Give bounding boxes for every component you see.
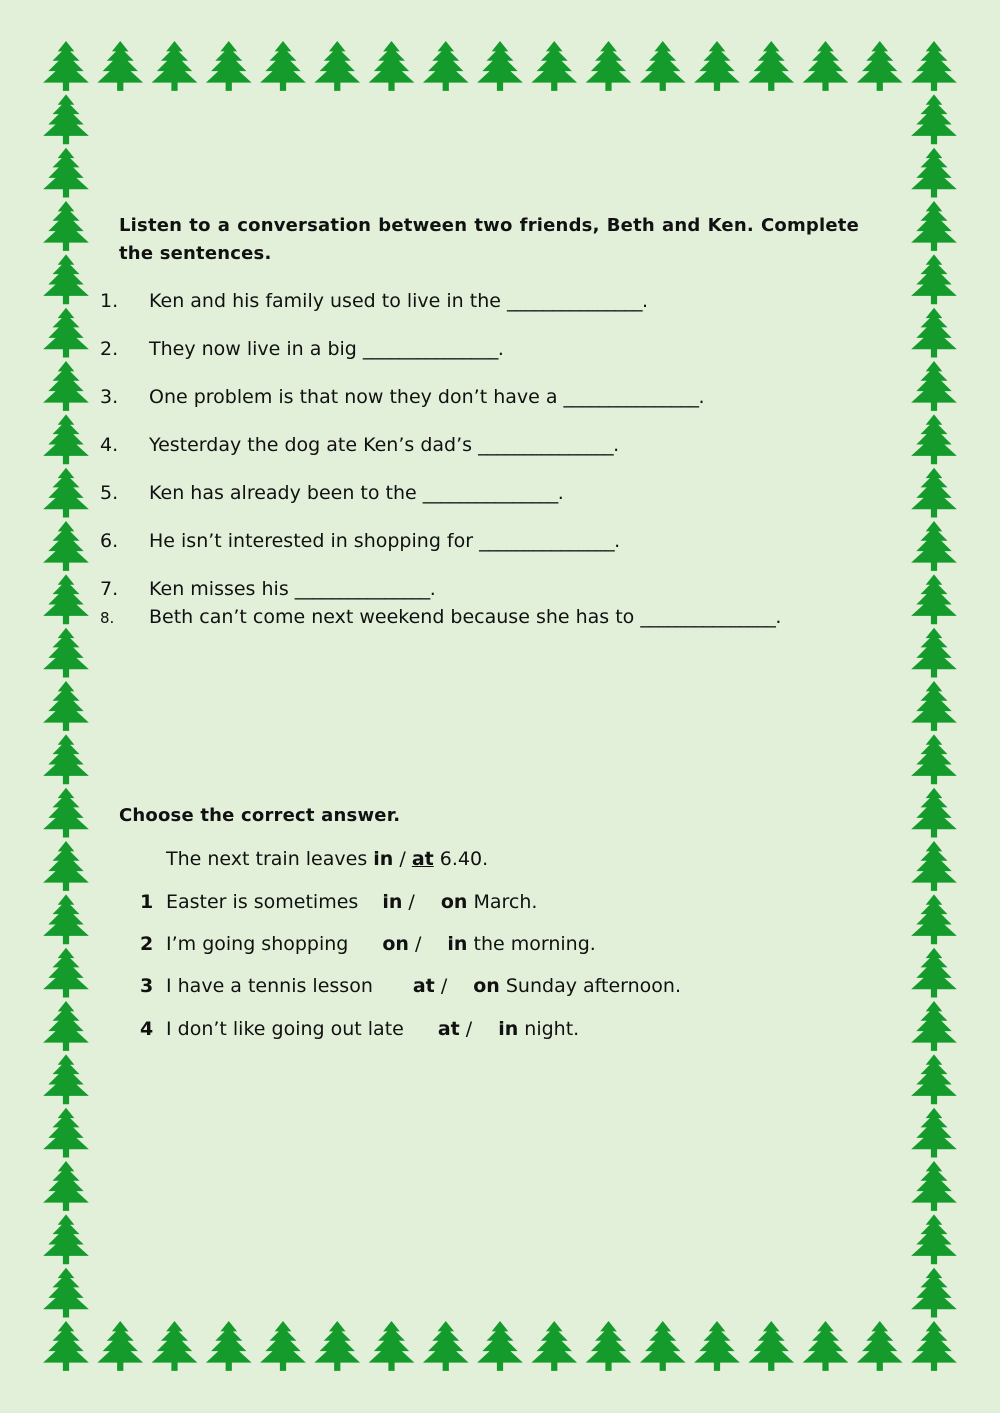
tree-icon <box>43 1214 89 1264</box>
tree-icon <box>206 1321 252 1371</box>
tree-icon <box>152 1321 198 1371</box>
option-2[interactable]: on <box>473 975 500 997</box>
tree-icon <box>314 41 360 91</box>
tree-icon <box>43 894 89 944</box>
tree-icon <box>369 1321 415 1371</box>
tree-icon <box>43 788 89 838</box>
tree-icon <box>911 1268 957 1318</box>
tree-icon <box>43 41 89 91</box>
answer-blank[interactable]: _______________. <box>563 386 705 408</box>
tree-icon <box>694 41 740 91</box>
tree-icon <box>640 1321 686 1371</box>
tree-icon <box>97 41 143 91</box>
tree-icon <box>43 734 89 784</box>
list-item: 5. Ken has already been to the _______________. <box>100 482 564 504</box>
option-2-selected[interactable]: at <box>411 848 434 870</box>
tree-icon <box>911 1321 957 1371</box>
tree-icon <box>911 41 957 91</box>
tree-icon <box>911 788 957 838</box>
tree-icon <box>911 414 957 464</box>
list-item: 1. Ken and his family used to live in the _______________. <box>100 290 648 312</box>
list-item: 6. He isn’t interested in shopping for _______________. <box>100 530 620 552</box>
answer-blank[interactable]: _______________. <box>478 434 619 456</box>
list-item: 2. They now live in a big _______________. <box>100 338 504 360</box>
option-1[interactable]: on <box>382 933 409 955</box>
tree-icon <box>911 574 957 624</box>
list-item: 4. Yesterday the dog ate Ken’s dad’s _______________. <box>100 434 619 456</box>
tree-icon <box>911 1108 957 1158</box>
example-sentence: The next train leaves in / at 6.40. <box>166 848 489 870</box>
tree-icon <box>531 41 577 91</box>
tree-icon <box>423 41 469 91</box>
tree-icon <box>748 1321 794 1371</box>
option-2[interactable]: in <box>447 933 468 955</box>
tree-icon <box>43 468 89 518</box>
list-item: 3. One problem is that now they don’t have a _______________. <box>100 386 705 408</box>
tree-icon <box>911 201 957 251</box>
tree-icon <box>43 1321 89 1371</box>
list-item: 4 I don’t like going out late at / in night. <box>140 1018 580 1040</box>
option-1[interactable]: at <box>437 1018 460 1040</box>
tree-icon <box>43 574 89 624</box>
tree-icon <box>803 41 849 91</box>
tree-icon <box>911 841 957 891</box>
tree-icon <box>43 148 89 198</box>
answer-blank[interactable]: _______________. <box>294 578 436 600</box>
tree-icon <box>911 308 957 358</box>
tree-icon <box>43 201 89 251</box>
exercise-2-instruction: Choose the correct answer. <box>119 805 401 826</box>
tree-icon <box>43 414 89 464</box>
tree-icon <box>43 681 89 731</box>
answer-blank[interactable]: _______________. <box>422 482 564 504</box>
tree-icon <box>911 894 957 944</box>
tree-icon <box>43 1001 89 1051</box>
tree-icon <box>911 948 957 998</box>
tree-icon <box>911 361 957 411</box>
tree-icon <box>43 521 89 571</box>
tree-icon <box>911 681 957 731</box>
answer-blank[interactable]: _______________. <box>640 606 781 628</box>
tree-icon <box>586 41 632 91</box>
tree-icon <box>748 41 794 91</box>
tree-icon <box>260 1321 306 1371</box>
tree-icon <box>260 41 306 91</box>
list-item: 2 I’m going shopping on / in the morning. <box>140 933 596 955</box>
list-item: 7. Ken misses his _______________. <box>100 578 436 600</box>
tree-icon <box>369 41 415 91</box>
option-2[interactable]: in <box>498 1018 519 1040</box>
tree-icon <box>43 948 89 998</box>
tree-icon <box>314 1321 360 1371</box>
answer-blank[interactable]: _______________. <box>362 338 504 360</box>
option-2[interactable]: on <box>440 891 468 913</box>
tree-icon <box>857 41 903 91</box>
tree-icon <box>531 1321 577 1371</box>
tree-icon <box>911 521 957 571</box>
tree-icon <box>694 1321 740 1371</box>
tree-icon <box>97 1321 143 1371</box>
answer-blank[interactable]: _______________. <box>479 530 620 552</box>
list-item: 8. Beth can’t come next weekend because she has to _______________. <box>100 606 781 628</box>
list-item: 3 I have a tennis lesson at / on Sunday afternoon. <box>140 975 681 997</box>
tree-icon <box>477 1321 523 1371</box>
tree-icon <box>43 1054 89 1104</box>
tree-icon <box>911 734 957 784</box>
exercise-1-instruction: Listen to a conversation between two friends, Beth and Ken. Complete the sentences. <box>119 215 859 264</box>
tree-icon <box>43 1108 89 1158</box>
option-1[interactable]: in <box>373 848 394 870</box>
tree-icon <box>911 94 957 144</box>
tree-icon <box>911 1161 957 1211</box>
tree-icon <box>857 1321 903 1371</box>
tree-icon <box>152 41 198 91</box>
tree-icon <box>43 841 89 891</box>
tree-icon <box>423 1321 469 1371</box>
tree-icon <box>911 254 957 304</box>
tree-icon <box>43 361 89 411</box>
tree-icon <box>43 1268 89 1318</box>
tree-icon <box>911 1054 957 1104</box>
tree-icon <box>43 1161 89 1211</box>
option-1[interactable]: at <box>412 975 435 997</box>
tree-icon <box>477 41 523 91</box>
tree-icon <box>43 308 89 358</box>
list-item: 1 Easter is sometimes in / on March. <box>140 891 538 913</box>
tree-icon <box>43 94 89 144</box>
tree-icon <box>586 1321 632 1371</box>
tree-icon <box>911 1001 957 1051</box>
tree-icon <box>911 1214 957 1264</box>
tree-icon <box>43 628 89 678</box>
tree-icon <box>911 148 957 198</box>
option-1[interactable]: in <box>382 891 403 913</box>
tree-icon <box>911 468 957 518</box>
answer-blank[interactable]: _______________. <box>506 290 648 312</box>
tree-icon <box>640 41 686 91</box>
tree-icon <box>911 628 957 678</box>
tree-icon <box>43 254 89 304</box>
tree-icon <box>803 1321 849 1371</box>
tree-icon <box>206 41 252 91</box>
